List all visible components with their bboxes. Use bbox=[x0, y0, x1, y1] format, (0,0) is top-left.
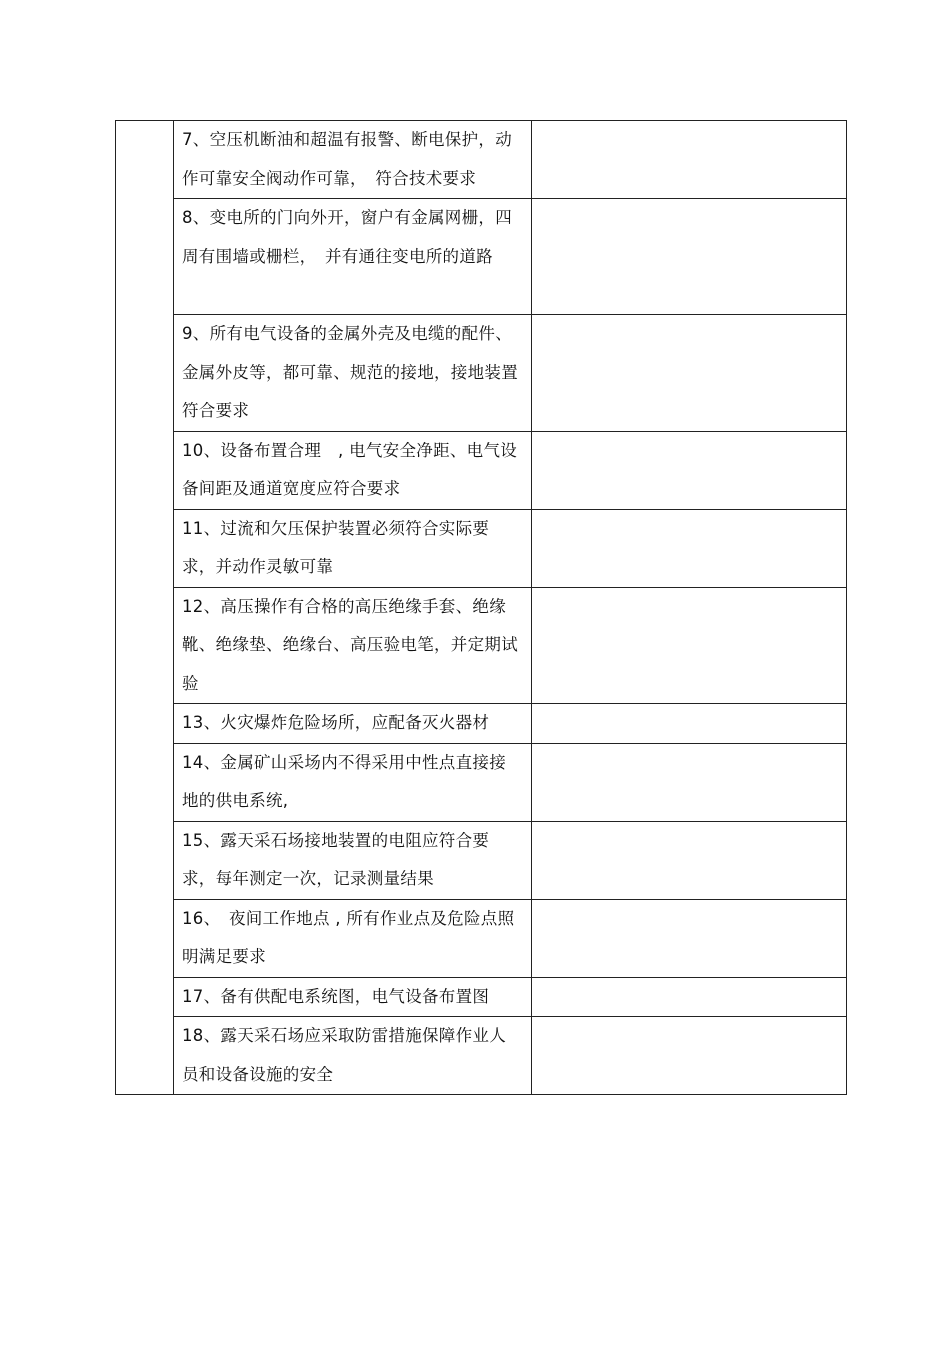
item-cell bbox=[174, 431, 532, 509]
item-text: 15、露天采石场接地装置的电阻应符合要求，每年测定一次，记录测量结果 bbox=[182, 830, 490, 888]
table-row bbox=[116, 315, 847, 432]
result-cell bbox=[532, 743, 847, 821]
result-cell bbox=[532, 704, 847, 744]
table-row bbox=[116, 509, 847, 587]
result-cell bbox=[532, 821, 847, 899]
item-text: 10、设备布置合理 , 电气安全净距、电气设备间距及通道宽度应符合要求 bbox=[182, 440, 518, 498]
result-cell bbox=[532, 1017, 847, 1095]
table-row bbox=[116, 704, 847, 744]
item-text: 13、火灾爆炸危险场所，应配备灭火器材 bbox=[182, 713, 490, 732]
result-cell bbox=[532, 977, 847, 1017]
item-cell bbox=[174, 743, 532, 821]
item-text: 17、备有供配电系统图，电气设备布置图 bbox=[182, 986, 490, 1006]
item-cell bbox=[174, 199, 532, 315]
table-row bbox=[116, 199, 847, 315]
item-text: 8、变电所的门向外开，窗户有金属网栅，四周有围墙或栅栏， 并有通往变电所的道路 bbox=[182, 208, 512, 266]
result-cell bbox=[532, 431, 847, 509]
item-cell bbox=[174, 509, 532, 587]
result-cell bbox=[532, 315, 847, 432]
item-cell bbox=[174, 121, 532, 199]
item-cell bbox=[174, 587, 532, 704]
item-cell bbox=[174, 977, 532, 1017]
item-cell bbox=[174, 821, 532, 899]
result-cell bbox=[532, 121, 847, 199]
result-cell bbox=[532, 509, 847, 587]
result-cell bbox=[532, 587, 847, 704]
result-cell bbox=[532, 199, 847, 315]
table-row bbox=[116, 121, 847, 199]
item-cell bbox=[174, 899, 532, 977]
table-row bbox=[116, 743, 847, 821]
table-row bbox=[116, 587, 847, 704]
item-text: 9、所有电气设备的金属外壳及电缆的配件、金属外皮等，都可靠、规范的接地，接地装置符合要求 bbox=[182, 324, 518, 420]
item-cell bbox=[174, 704, 532, 744]
table-row bbox=[116, 1017, 847, 1095]
item-text: 14、金属矿山采场内不得采用中性点直接接地的供电系统, bbox=[182, 752, 506, 810]
table-row bbox=[116, 977, 847, 1017]
item-cell bbox=[174, 1017, 532, 1095]
item-text: 11、过流和欠压保护装置必须符合实际要求，并动作灵敏可靠 bbox=[182, 518, 490, 576]
item-cell bbox=[174, 315, 532, 432]
table-row bbox=[116, 431, 847, 509]
result-cell bbox=[532, 899, 847, 977]
item-text: 16、 夜间工作地点 , 所有作业点及危险点照明满足要求 bbox=[182, 908, 515, 966]
item-text: 12、高压操作有合格的高压绝缘手套、绝缘靴、绝缘垫、绝缘台、高压验电笔，并定期试验 bbox=[182, 596, 518, 693]
table-row bbox=[116, 899, 847, 977]
item-text: 18、露天采石场应采取防雷措施保障作业人员和设备设施的安全 bbox=[182, 1026, 506, 1084]
category-cell bbox=[116, 121, 174, 1095]
table-row bbox=[116, 821, 847, 899]
inspection-checklist-table bbox=[115, 120, 847, 1095]
item-text: 7、空压机断油和超温有报警、断电保护，动作可靠安全阀动作可靠， 符合技术要求 bbox=[182, 130, 512, 188]
